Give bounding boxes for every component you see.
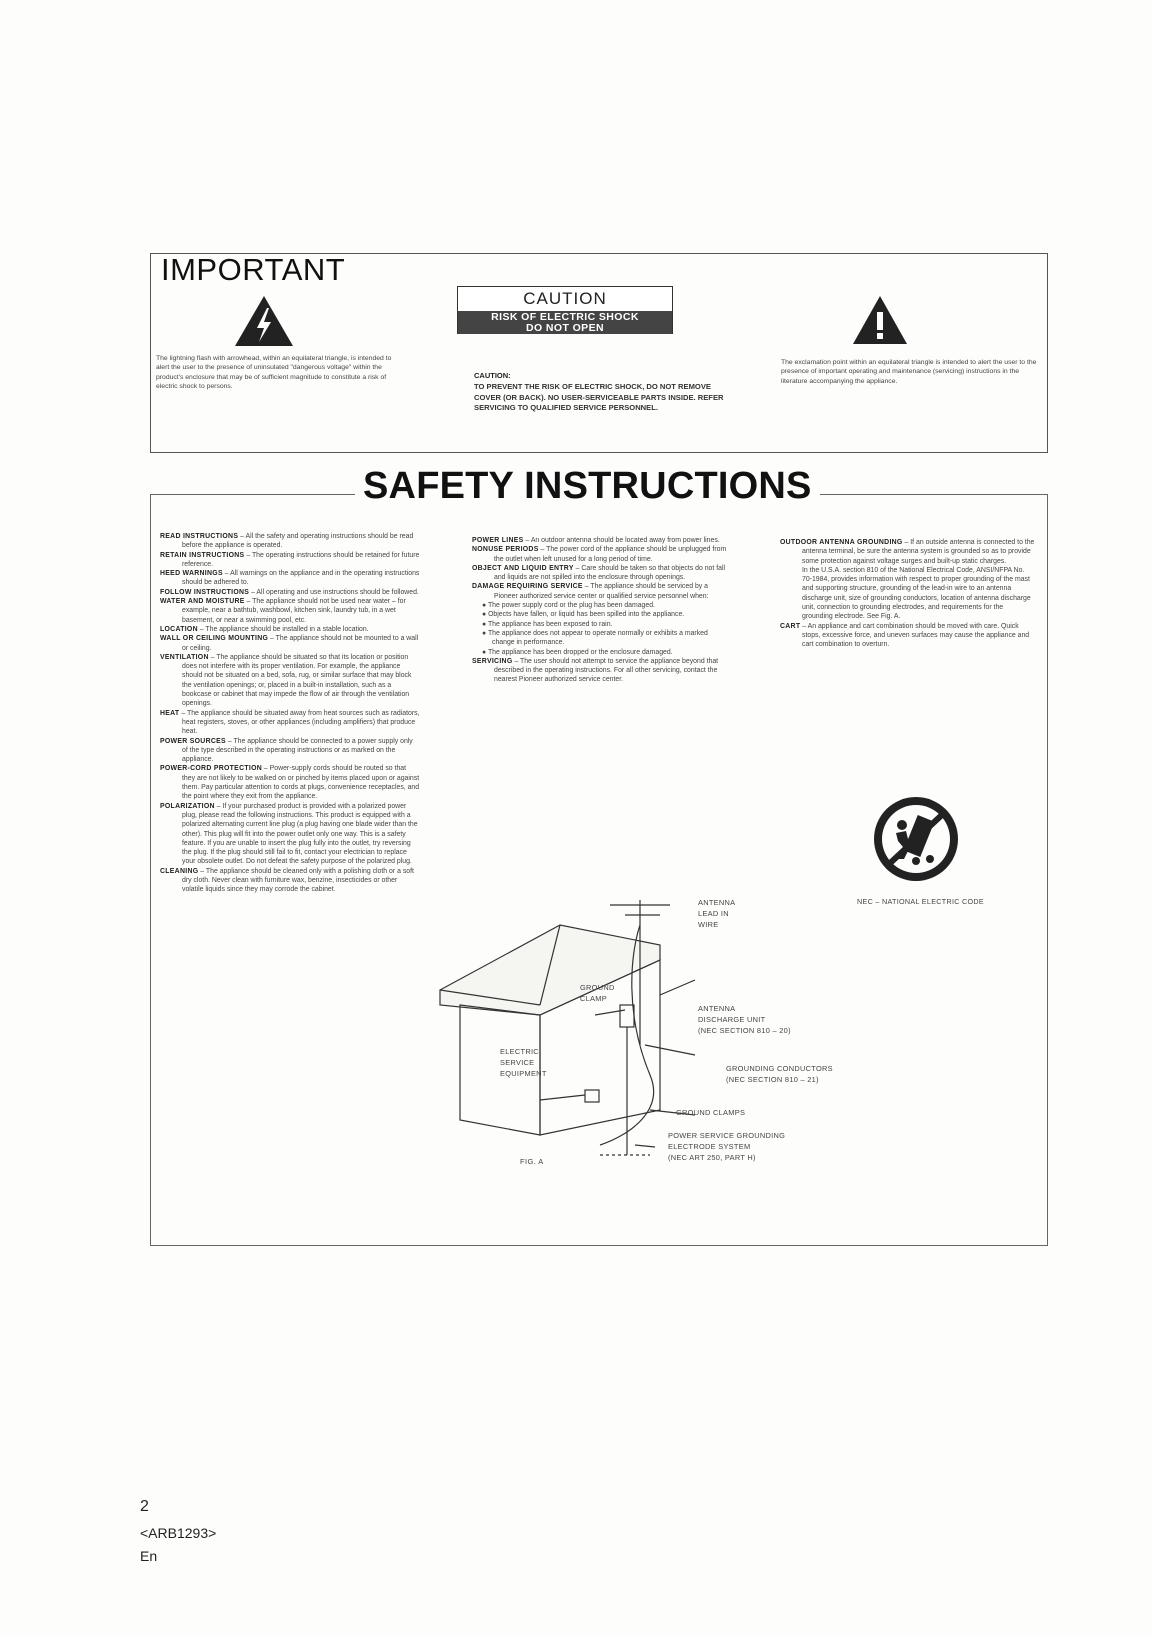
instruction-item: [160, 867, 420, 895]
label-line: SERVICE: [500, 1058, 535, 1067]
label-ground-clamps: GROUND CLAMPS: [676, 1108, 746, 1117]
label-line: (NEC SECTION 810 – 20): [698, 1026, 791, 1035]
label-line: CLAMP: [580, 994, 607, 1003]
instruction-heading: DAMAGE REQUIRING SERVICE: [472, 583, 583, 591]
caution-heading: CAUTION:: [474, 371, 511, 380]
instruction-heading: LOCATION: [160, 625, 198, 633]
instruction-text: – If your purchased product is provided with a polarized power plug, please read the following instructions. This product is equipped with a polarized alternating current line plug (a plug having one blade wider than the other). This plug will fit into the power outlet only one way. This is a safety feature. If you are unable to insert the plug fully into the outlet, try reversing the plug. If the plug should still fail to fit, contact your electrician to replace your obsolete outlet. Do not defeat the safety purpose of the polarized plug.: [182, 802, 418, 866]
instruction-text: – All the safety and operating instructions should be read before the appliance is operated.: [182, 533, 414, 550]
instruction-text: – All operating and use instructions should be followed.: [249, 588, 419, 596]
instruction-item: [160, 802, 420, 867]
important-title: IMPORTANT: [161, 252, 346, 287]
instruction-text: – The appliance should be situated so that its location or position does not interfere with its proper ventilation. For example, the appliance should not be situated on a bed, sofa, rug, or similar surface that may block the ventilation openings; or, placed in a built-in installation, such as a bookcase or cabinet that may impede the flow of air through the ventilation openings.: [182, 653, 412, 708]
instruction-item: [160, 597, 420, 625]
label-line: ELECTRIC: [500, 1047, 539, 1056]
label-electric-service: [500, 1046, 547, 1079]
instruction-heading: CLEANING: [160, 867, 199, 875]
instruction-heading: POLARIZATION: [160, 802, 215, 810]
label-line: ANTENNA: [698, 1004, 736, 1013]
instruction-item: [472, 582, 730, 601]
caution-text: TO PREVENT THE RISK OF ELECTRIC SHOCK, DO NOT REMOVE COVER (OR BACK). NO USER-SERVICEABLE PARTS INSIDE. REFER SERVICING TO QUALIFIED SERVICE PERSONNEL.: [474, 382, 724, 412]
instruction-heading: POWER LINES: [472, 537, 524, 544]
instruction-item: [472, 657, 730, 685]
lightning-symbol-explanation: The lightning flash with arrowhead, within an equilateral triangle, is intended to alert the user to the presence of uninsulated "dangerous voltage" within the product's enclosure that may be of sufficient magnitude to constitute a risk of electric shock to persons.: [156, 355, 392, 390]
instruction-text: – The appliance should be connected to a power supply only of the type described in the operating instructions or as marked on the appliance.: [182, 737, 413, 764]
instruction-heading: NONUSE PERIODS: [472, 546, 539, 554]
instruction-text: – The appliance should be situated away from heat sources such as radiators, heat registers, stoves, or other appliances (including amplifiers) that produce heat.: [179, 709, 420, 736]
instruction-item: [472, 545, 730, 564]
instruction-heading: OBJECT AND LIQUID ENTRY: [472, 564, 574, 572]
instruction-heading: OUTDOOR ANTENNA GROUNDING: [780, 539, 903, 546]
label-line: (NEC SECTION 810 – 21): [726, 1075, 819, 1084]
instruction-item: [780, 622, 1035, 650]
label-electrode-system: [668, 1130, 785, 1163]
instruction-heading: RETAIN INSTRUCTIONS: [160, 551, 245, 559]
page-number: 2: [140, 1498, 149, 1515]
damage-bullet-item: ● The appliance has been dropped or the enclosure damaged.: [482, 648, 673, 656]
instruction-text: – If an outside antenna is connected to the antenna terminal, be sure the antenna system is grounded so as to provide some protection against voltage surges and built-up static charges.: [802, 539, 1035, 565]
safety-column-3: [780, 538, 1035, 650]
instruction-item: [160, 634, 420, 653]
instruction-heading: POWER SOURCES: [160, 737, 226, 745]
figure-caption: FIG. A: [520, 1157, 544, 1166]
label-grounding-conductors: [726, 1063, 833, 1085]
instruction-heading: CART: [780, 622, 801, 630]
cart-tipover-warning-icon: [872, 795, 960, 883]
damage-bullet-item: ● The appliance does not appear to operate normally or exhibits a marked change in performance.: [482, 629, 708, 647]
label-discharge-unit: [698, 1003, 791, 1036]
instruction-item: [780, 538, 1035, 566]
instruction-text: In the U.S.A. section 810 of the National Electrical Code, ANSI/NFPA No. 70-1984, provides information with respect to proper grounding of the mast and supporting structure, grounding of the lead-in wire to an antenna discharge unit, size of grounding conductors, location of antenna discharge unit, connection to grounding electrodes, and requirements for the grounding electrode. See Fig. A.: [802, 566, 1031, 621]
instruction-heading: POWER-CORD PROTECTION: [160, 765, 263, 773]
label-line: DISCHARGE UNIT: [698, 1015, 766, 1024]
instruction-heading: SERVICING: [472, 657, 513, 665]
important-box: [150, 253, 1048, 453]
instruction-text: – All warnings on the appliance and in the operating instructions should be adhered to.: [182, 570, 420, 587]
instruction-item: [160, 764, 420, 801]
instruction-text: – Care should be taken so that objects do not fall and liquids are not spilled into the enclosure through openings.: [494, 564, 726, 582]
caution-label-title: CAUTION: [523, 289, 607, 308]
label-line: EQUIPMENT: [500, 1069, 547, 1078]
label-antenna-lead-in: [698, 897, 735, 930]
label-line: (NEC ART 250, PART H): [668, 1153, 756, 1162]
instruction-text: – The power cord of the appliance should be unplugged from the outlet when left unused for a long period of time.: [494, 546, 727, 563]
label-line: POWER SERVICE GROUNDING: [668, 1131, 786, 1140]
instruction-text: – The appliance should be serviced by a Pioneer authorized service center or qualified service personnel when:: [494, 583, 709, 600]
damage-bullet-item: ● Objects have fallen, or liquid has been spilled into the appliance.: [482, 611, 685, 619]
caution-label: [457, 286, 673, 334]
instruction-text: – The user should not attempt to service the appliance beyond that described in the operating instructions. For all other servicing, contact the nearest Pioneer authorized service center.: [494, 657, 719, 684]
instruction-text: – Power-supply cords should be routed so that they are not likely to be walked on or pinched by items placed upon or against them. Pay particular attention to cords at plugs, convenience receptacles, and the point where they exit from the appliance.: [182, 765, 420, 801]
label-line: WIRE: [698, 920, 719, 929]
safety-column-2: [472, 536, 730, 685]
label-line: GROUND: [580, 983, 615, 992]
document-code: <ARB1293>: [140, 1525, 217, 1541]
instruction-item: [160, 653, 420, 709]
instruction-text: – An appliance and cart combination should be moved with care. Quick stops, excessive force, and uneven surfaces may cause the appliance and cart combination to overturn.: [800, 622, 1030, 649]
instruction-text: – The operating instructions should be retained for future reference.: [182, 551, 420, 568]
instruction-item: [160, 532, 420, 551]
instruction-text: – An outdoor antenna should be located away from power lines.: [523, 537, 720, 544]
lightning-warning-icon: [233, 294, 295, 348]
instruction-text: – The appliance should be installed in a stable location.: [197, 625, 369, 633]
caution-label-line1: RISK OF ELECTRIC SHOCK: [491, 311, 639, 323]
instruction-item: [160, 569, 420, 588]
instruction-heading: WALL OR CEILING MOUNTING: [160, 635, 269, 643]
caution-label-line2: DO NOT OPEN: [526, 322, 604, 334]
language-code: En: [140, 1548, 158, 1564]
caution-label-bar: [458, 311, 672, 334]
damage-bullet-item: ● The power supply cord or the plug has been damaged.: [482, 602, 655, 610]
instruction-item: [160, 551, 420, 570]
label-ground-clamp: [580, 982, 615, 1004]
safety-column-2-items: [472, 536, 730, 601]
label-line: LEAD IN: [698, 909, 729, 918]
exclamation-warning-icon: [851, 294, 909, 346]
damage-bullet-item: ● The appliance has been exposed to rain.: [482, 620, 613, 628]
instruction-item: [472, 536, 730, 545]
instruction-item: [160, 709, 420, 737]
nec-label: NEC – NATIONAL ELECTRIC CODE: [857, 897, 985, 906]
label-line: ELECTRODE SYSTEM: [668, 1142, 751, 1151]
damage-bullets: [472, 601, 730, 657]
instruction-text: – The appliance should not be mounted to a wall or ceiling.: [182, 635, 419, 652]
instruction-item: [160, 588, 420, 597]
instruction-heading: READ INSTRUCTIONS: [160, 533, 239, 540]
exclamation-symbol-explanation: The exclamation point within an equilateral triangle is intended to alert the user to the presence of important operating and maintenance (servicing) instructions in the literature accompanying the appliance.: [781, 359, 1037, 385]
instruction-item: [780, 566, 1035, 622]
instruction-item: [472, 564, 730, 583]
label-line: ANTENNA: [698, 898, 736, 907]
safety-column-1: [160, 532, 420, 895]
instruction-heading: WATER AND MOISTURE: [160, 598, 245, 606]
instruction-item: [160, 737, 420, 765]
safety-title: SAFETY INSTRUCTIONS: [355, 465, 820, 508]
instruction-heading: HEED WARNINGS: [160, 570, 223, 578]
label-line: GROUNDING CONDUCTORS: [726, 1064, 833, 1073]
instruction-heading: HEAT: [160, 709, 180, 717]
servicing-item: [472, 657, 730, 685]
instruction-text: – The appliance should be cleaned only with a polishing cloth or a soft dry cloth. Never clean with furniture wax, benzine, insecticides or other volatile liquids since they may corrode the cabinet.: [182, 867, 414, 894]
instruction-text: – The appliance should not be used near water – for example, near a bathtub, washbowl, kitchen sink, laundry tub, in a wet basement, or near a swimming pool, etc.: [182, 598, 406, 624]
instruction-heading: FOLLOW INSTRUCTIONS: [160, 588, 250, 596]
instruction-heading: VENTILATION: [160, 653, 209, 661]
instruction-item: [160, 625, 420, 634]
